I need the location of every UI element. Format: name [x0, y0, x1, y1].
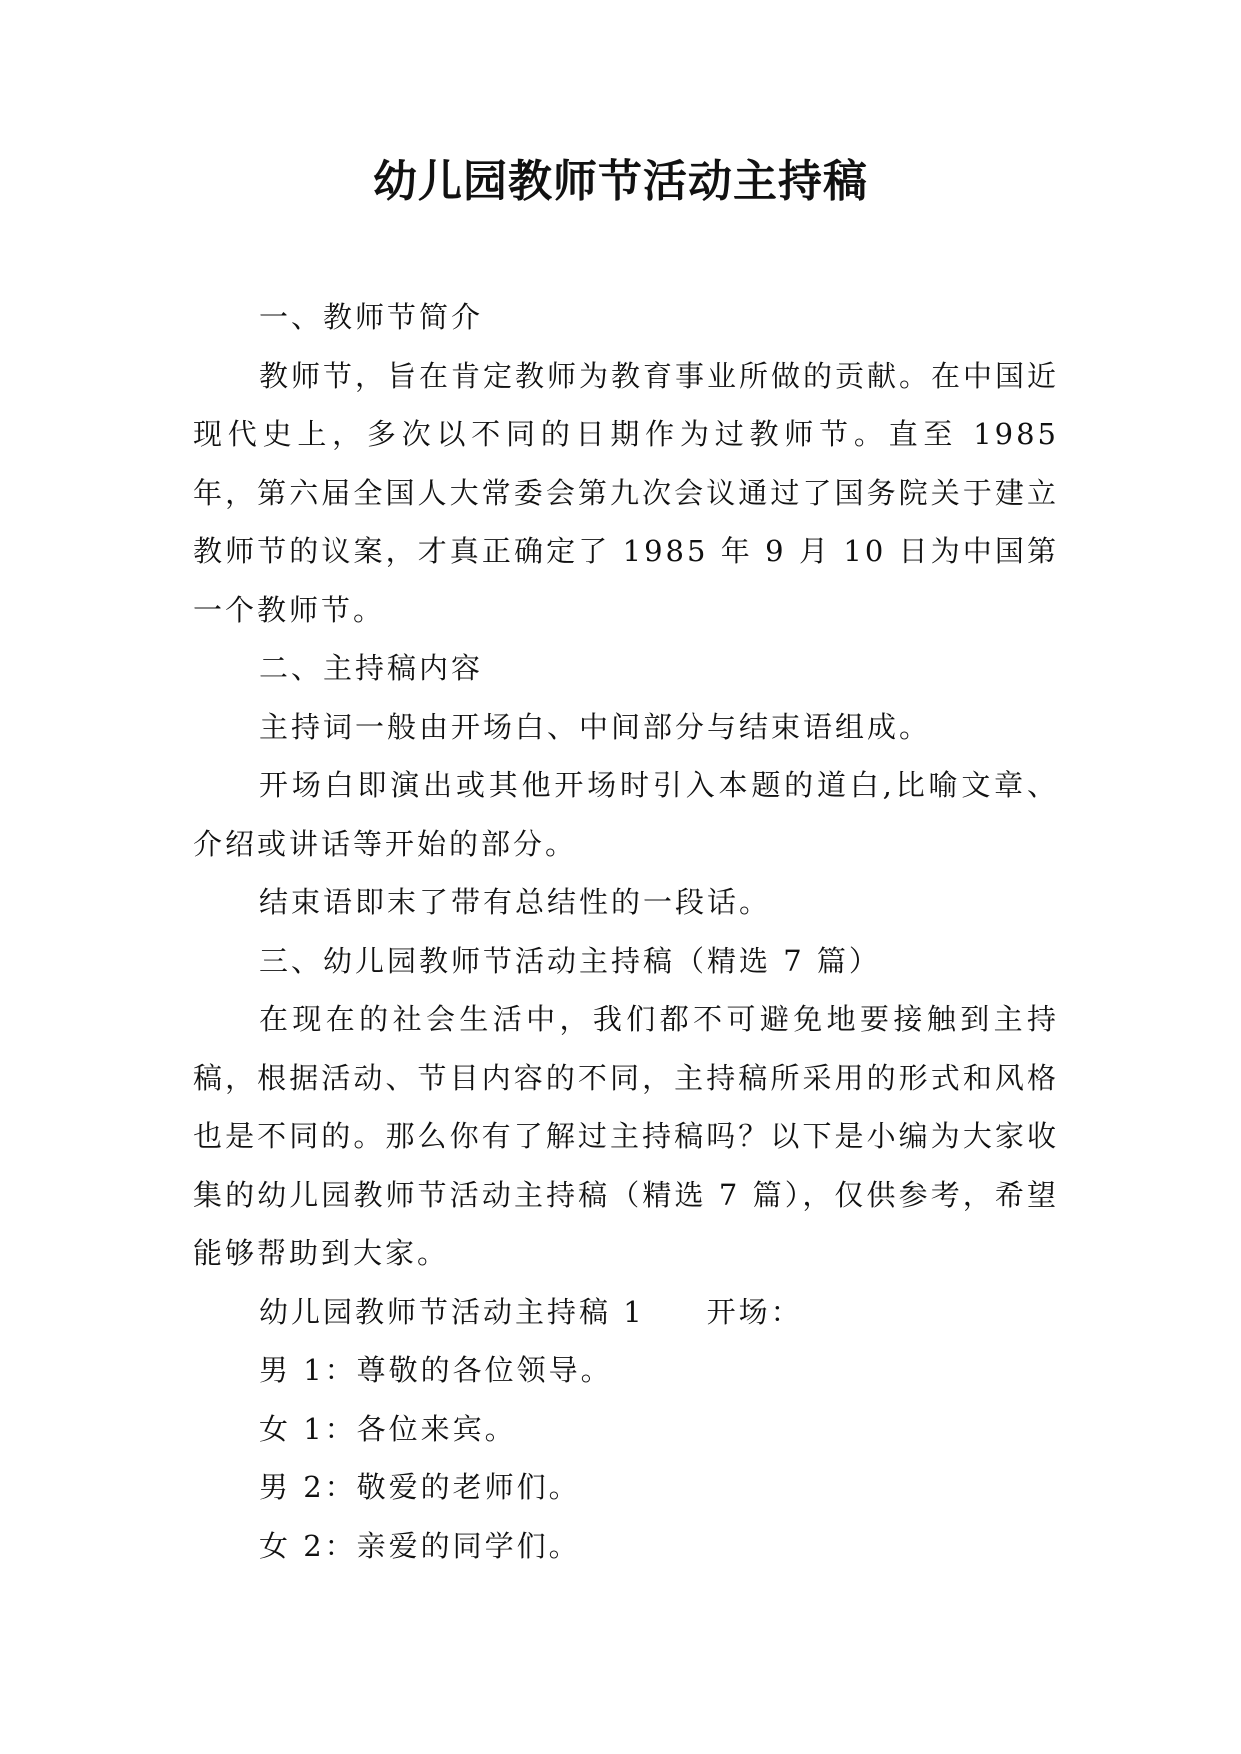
section-heading-samples: 三、幼儿园教师节活动主持稿（精选 7 篇） — [259, 943, 881, 978]
paragraph-preface: 在现在的社会生活中，我们都不可避免地要接触到主持稿，根据活动、节目内容的不同，主持稿所采用的形式和风格也是不同的。那么你有了解过主持稿吗？以下是小编为大家收集的幼儿园教师节活动主持稿（精选 7 篇），仅供参考，希望能够帮助到大家。 — [193, 1002, 1059, 1270]
sample-label: 开场： — [706, 1294, 803, 1329]
section-heading-intro: 一、教师节简介 — [259, 300, 484, 334]
dialogue-line: 女 2：亲爱的同学们。 — [259, 1528, 581, 1563]
paragraph-opening: 开场白即演出或其他开场时引入本题的道白,比喻文章、介绍或讲话等开始的部分。 — [193, 768, 1059, 861]
dialogue-line: 男 2：敬爱的老师们。 — [259, 1470, 581, 1504]
sample-heading-line — [193, 1283, 1059, 1342]
dialogue-line: 女 1：各位来宾。 — [259, 1411, 517, 1446]
dialogue-line: 男 1：尊敬的各位领导。 — [259, 1353, 613, 1387]
section-heading-content: 二、主持稿内容 — [259, 651, 484, 685]
sample-heading: 幼儿园教师节活动主持稿 1 — [259, 1294, 645, 1329]
paragraph-intro: 教师节，旨在肯定教师为教育事业所做的贡献。在中国近现代史上，多次以不同的日期作为过教师节。直至 1985 年，第六届全国人大常委会第九次会议通过了国务院关于建立教师节的议案，才真正确定了 1985 年 9 月 10 日为中国第一个教师节。 — [193, 358, 1060, 627]
document-title: 幼儿园教师节活动主持稿 — [373, 156, 868, 207]
document-body — [193, 288, 1059, 1575]
paragraph-composition: 主持词一般由开场白、中间部分与结束语组成。 — [259, 709, 932, 744]
paragraph-closing: 结束语即末了带有总结性的一段话。 — [259, 885, 772, 919]
